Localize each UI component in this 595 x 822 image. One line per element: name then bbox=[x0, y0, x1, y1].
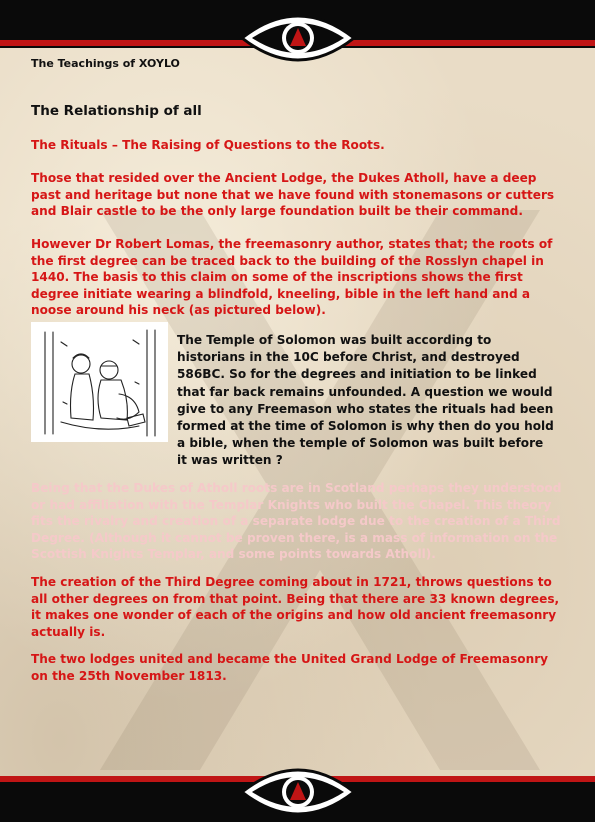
paragraph-third-degree: The creation of the Third Degree coming about in 1721, throws questions to all other degrees on from that point. Being that there are 33 known degrees, it makes one wonder of each of the origins and how old ancient freemasonry actually is. bbox=[31, 575, 560, 639]
paragraph-dukes: Those that resided over the Ancient Lodge, the Dukes Atholl, have a deep past and heritage but none that we have found with stonemasons or cutters and Blair castle to be the only large foundation built be their command. bbox=[31, 171, 555, 218]
header-label: The Teachings of XOYLO bbox=[31, 57, 180, 70]
eye-logo-icon bbox=[240, 762, 356, 822]
paragraph-temple: The Temple of Solomon was built according to historians in the 10C before Christ, and destroyed 586BC. So for the degrees and initiation to be linked that far back remains unfounded. A question we would give to any Freemason who states the rituals had been formed at the time of Solomon is why then do you hold a bible, when the temple of Solomon was built before it was written ? bbox=[177, 333, 554, 468]
page-title: The Relationship of all bbox=[31, 103, 202, 119]
paragraph-united: The two lodges united and became the United Grand Lodge of Freemasonry on the 25th November 1813. bbox=[31, 652, 549, 683]
paragraph-scotland: Being that the Dukes of Atholl roots are in Scotland perhaps they understood or had affiliation with the Templar Knights who built the Chapel. This theory fits the rivalry and creation of a separate lodge due to the creation of a Third Degree. (Although it cannot be proven there, is a mass of information on the Scottish Knights Templar, and some points towards Atholl). bbox=[31, 481, 562, 561]
kneeling-initiate-sketch bbox=[31, 322, 168, 442]
paragraph-rituals: The Rituals – The Raising of Questions to the Roots. bbox=[31, 138, 385, 152]
paragraph-lomas: However Dr Robert Lomas, the freemasonry author, states that; the roots of the first degree can be traced back to the building of the Rosslyn chapel in 1440. The basis to this claim on some of the inscriptions shows the first degree initiate wearing a blindfold, kneeling, bible in the left hand and a noose around his neck (as pictured below). bbox=[31, 237, 553, 317]
eye-logo-icon bbox=[240, 8, 356, 68]
